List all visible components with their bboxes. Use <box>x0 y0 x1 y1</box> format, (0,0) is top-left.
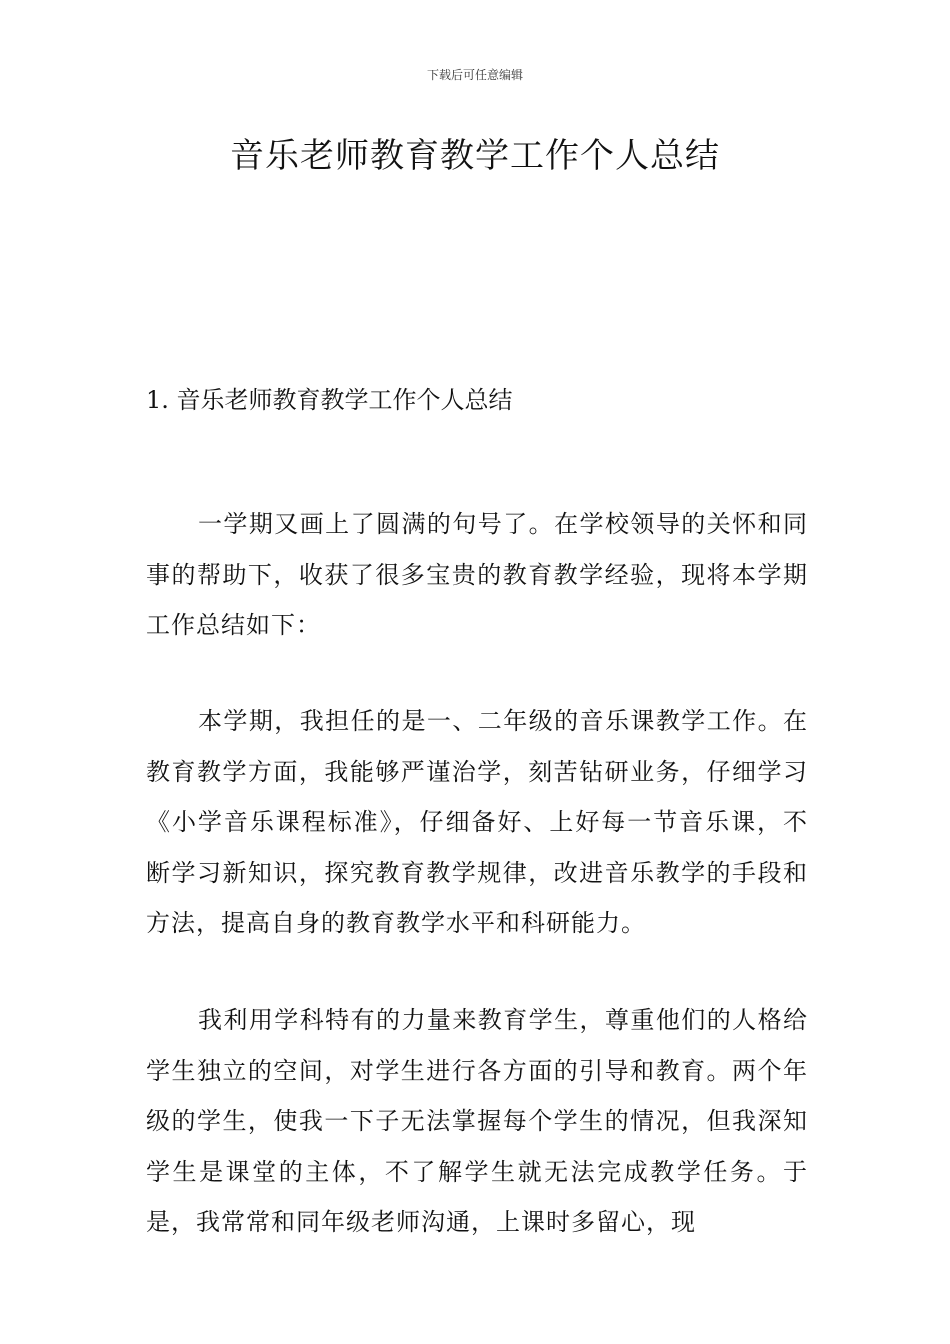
body-paragraph-2: 本学期，我担任的是一、二年级的音乐课教学工作。在教育教学方面，我能够严谨治学，刻苦钻研业务，仔细学习《小学音乐课程标准》，仔细备好、上好每一节音乐课，不断学习新知识，探究教育教学规律，改进音乐教学的手段和方法，提高自身的教育教学水平和科研能力。 <box>146 707 808 937</box>
body-paragraph-3: 我利用学科特有的力量来教育学生，尊重他们的人格给学生独立的空间，对学生进行各方面的引导和教育。两个年级的学生，使我一下子无法掌握每个学生的情况，但我深知学生是课堂的主体，不了解学生就无法完成教学任务。于是，我常常和同年级老师沟通，上课时多留心，现 <box>146 1006 808 1236</box>
page-header-note: 下载后可任意编辑 <box>426 68 523 82</box>
body-paragraph-1: 一学期又画上了圆满的句号了。在学校领导的关怀和同事的帮助下，收获了很多宝贵的教育教学经验，现将本学期工作总结如下： <box>146 510 808 639</box>
document-title: 音乐老师教育教学工作个人总结 <box>230 136 720 176</box>
section-heading: 1. 音乐老师教育教学工作个人总结 <box>146 386 513 414</box>
